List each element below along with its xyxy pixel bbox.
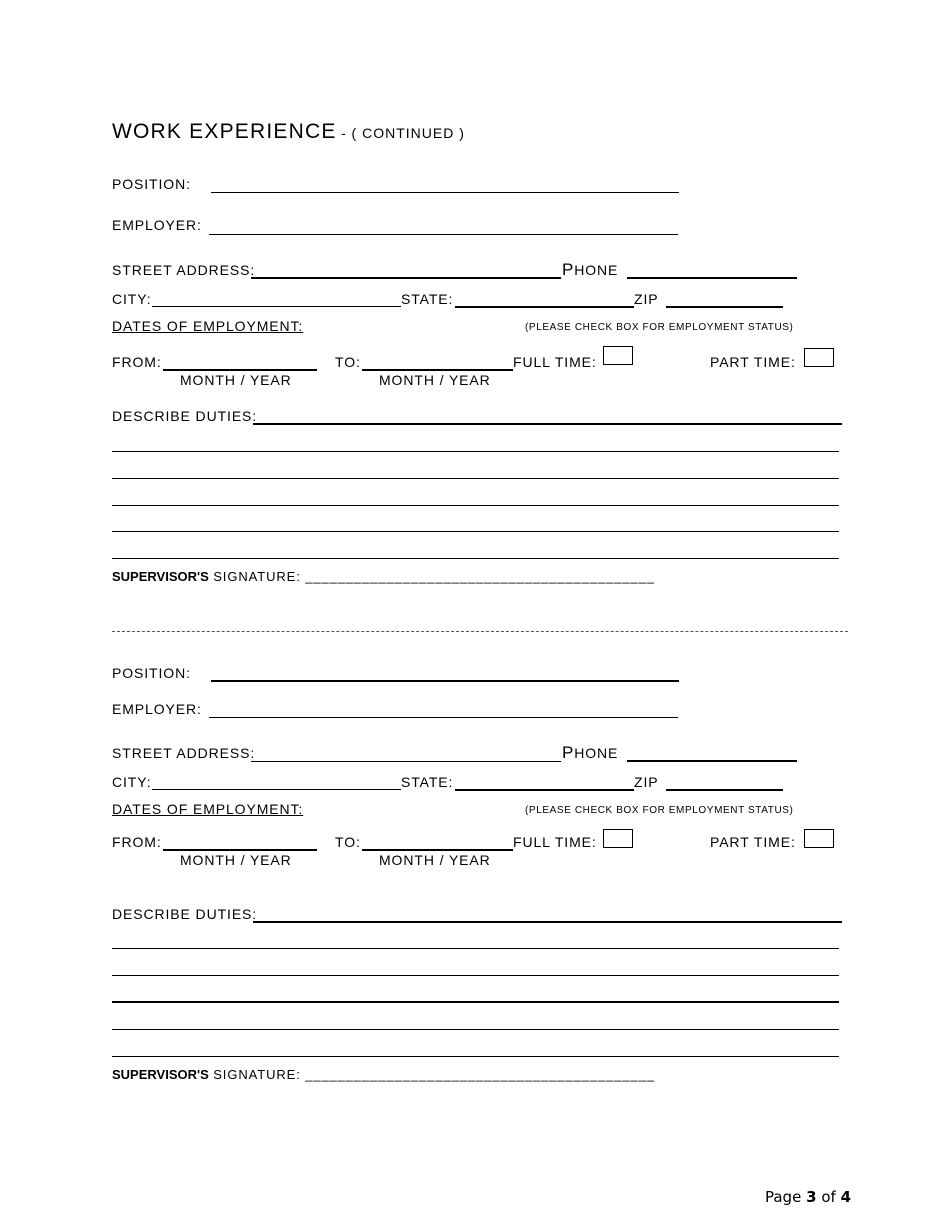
state-label: STATE: — [401, 291, 454, 307]
duties-line[interactable] — [253, 423, 842, 425]
phone-label: PHONE — [562, 743, 619, 762]
phone-field[interactable] — [627, 277, 797, 279]
full-time-label: FULL TIME: — [513, 354, 597, 370]
from-label: FROM: — [112, 354, 162, 370]
phone-field[interactable] — [627, 760, 797, 762]
zip-field[interactable] — [666, 789, 783, 791]
employer-field[interactable] — [209, 717, 678, 718]
supervisor-label: SUPERVISOR'S — [112, 1067, 209, 1082]
duties-line[interactable] — [112, 558, 839, 559]
street-address-field[interactable] — [251, 277, 561, 279]
zip-label: ZIP — [634, 291, 659, 307]
position-label: POSITION: — [112, 665, 191, 681]
duties-line[interactable] — [112, 948, 839, 949]
page-number — [765, 1188, 851, 1206]
page-word: Page — [764, 1188, 802, 1206]
position-field[interactable] — [211, 192, 679, 193]
supervisor-label: SUPERVISOR'S — [112, 569, 209, 584]
duties-line[interactable] — [112, 1029, 839, 1030]
employment-status-note: (PLEASE CHECK BOX FOR EMPLOYMENT STATUS) — [525, 805, 794, 816]
full-time-checkbox[interactable] — [603, 829, 633, 848]
city-label: CITY: — [112, 774, 152, 790]
duties-line[interactable] — [112, 1001, 839, 1003]
zip-label: ZIP — [634, 774, 659, 790]
dates-of-employment-label: DATES OF EMPLOYMENT: — [112, 801, 304, 817]
position-field[interactable] — [211, 680, 679, 682]
state-label: STATE: — [401, 774, 454, 790]
duties-line[interactable] — [112, 505, 839, 506]
month-year-hint: MONTH / YEAR — [379, 372, 491, 388]
full-time-checkbox[interactable] — [603, 346, 633, 365]
city-field[interactable] — [152, 306, 401, 307]
part-time-checkbox[interactable] — [804, 829, 834, 848]
city-label: CITY: — [112, 291, 152, 307]
continued-text: - ( CONTINUED ) — [341, 125, 465, 141]
to-date-field[interactable] — [362, 369, 513, 371]
state-field[interactable] — [455, 789, 634, 791]
signature-line: SIGNATURE: ___________________________________________ — [213, 569, 655, 584]
month-year-hint: MONTH / YEAR — [180, 372, 292, 388]
duties-line[interactable] — [112, 531, 839, 532]
supervisor-signature[interactable] — [112, 568, 655, 586]
duties-line[interactable] — [112, 1056, 839, 1057]
part-time-label: PART TIME: — [710, 354, 796, 370]
street-address-label: STREET ADDRESS: — [112, 745, 256, 761]
phone-label: PHONE — [562, 260, 619, 279]
zip-field[interactable] — [666, 306, 783, 308]
employer-label: EMPLOYER: — [112, 217, 202, 233]
section-separator — [112, 631, 848, 632]
from-date-field[interactable] — [163, 369, 317, 371]
full-time-label: FULL TIME: — [513, 834, 597, 850]
employer-field[interactable] — [209, 234, 678, 235]
to-date-field[interactable] — [362, 849, 513, 851]
current-page: 3 — [806, 1188, 817, 1206]
of-word: of — [821, 1188, 836, 1206]
duties-line[interactable] — [112, 478, 839, 479]
to-label: TO: — [335, 354, 361, 370]
to-label: TO: — [335, 834, 361, 850]
signature-line: SIGNATURE: ___________________________________________ — [213, 1067, 655, 1082]
describe-duties-label: DESCRIBE DUTIES: — [112, 408, 258, 424]
month-year-hint: MONTH / YEAR — [180, 852, 292, 868]
dates-of-employment-label: DATES OF EMPLOYMENT: — [112, 318, 304, 334]
employer-label: EMPLOYER: — [112, 701, 202, 717]
employment-status-note: (PLEASE CHECK BOX FOR EMPLOYMENT STATUS) — [525, 322, 794, 333]
position-label: POSITION: — [112, 176, 191, 192]
describe-duties-label: DESCRIBE DUTIES: — [112, 906, 258, 922]
page-title — [112, 120, 465, 144]
part-time-label: PART TIME: — [710, 834, 796, 850]
title-text: WORK EXPERIENCE — [112, 120, 337, 143]
state-field[interactable] — [455, 306, 634, 308]
total-pages: 4 — [840, 1188, 851, 1206]
part-time-checkbox[interactable] — [804, 348, 834, 367]
city-field[interactable] — [152, 789, 401, 790]
street-address-field[interactable] — [251, 761, 561, 762]
from-date-field[interactable] — [163, 849, 317, 851]
from-label: FROM: — [112, 834, 162, 850]
supervisor-signature[interactable] — [112, 1066, 655, 1084]
duties-line[interactable] — [112, 451, 839, 452]
duties-line[interactable] — [112, 975, 839, 976]
street-address-label: STREET ADDRESS: — [112, 262, 256, 278]
duties-line[interactable] — [253, 921, 842, 923]
month-year-hint: MONTH / YEAR — [379, 852, 491, 868]
